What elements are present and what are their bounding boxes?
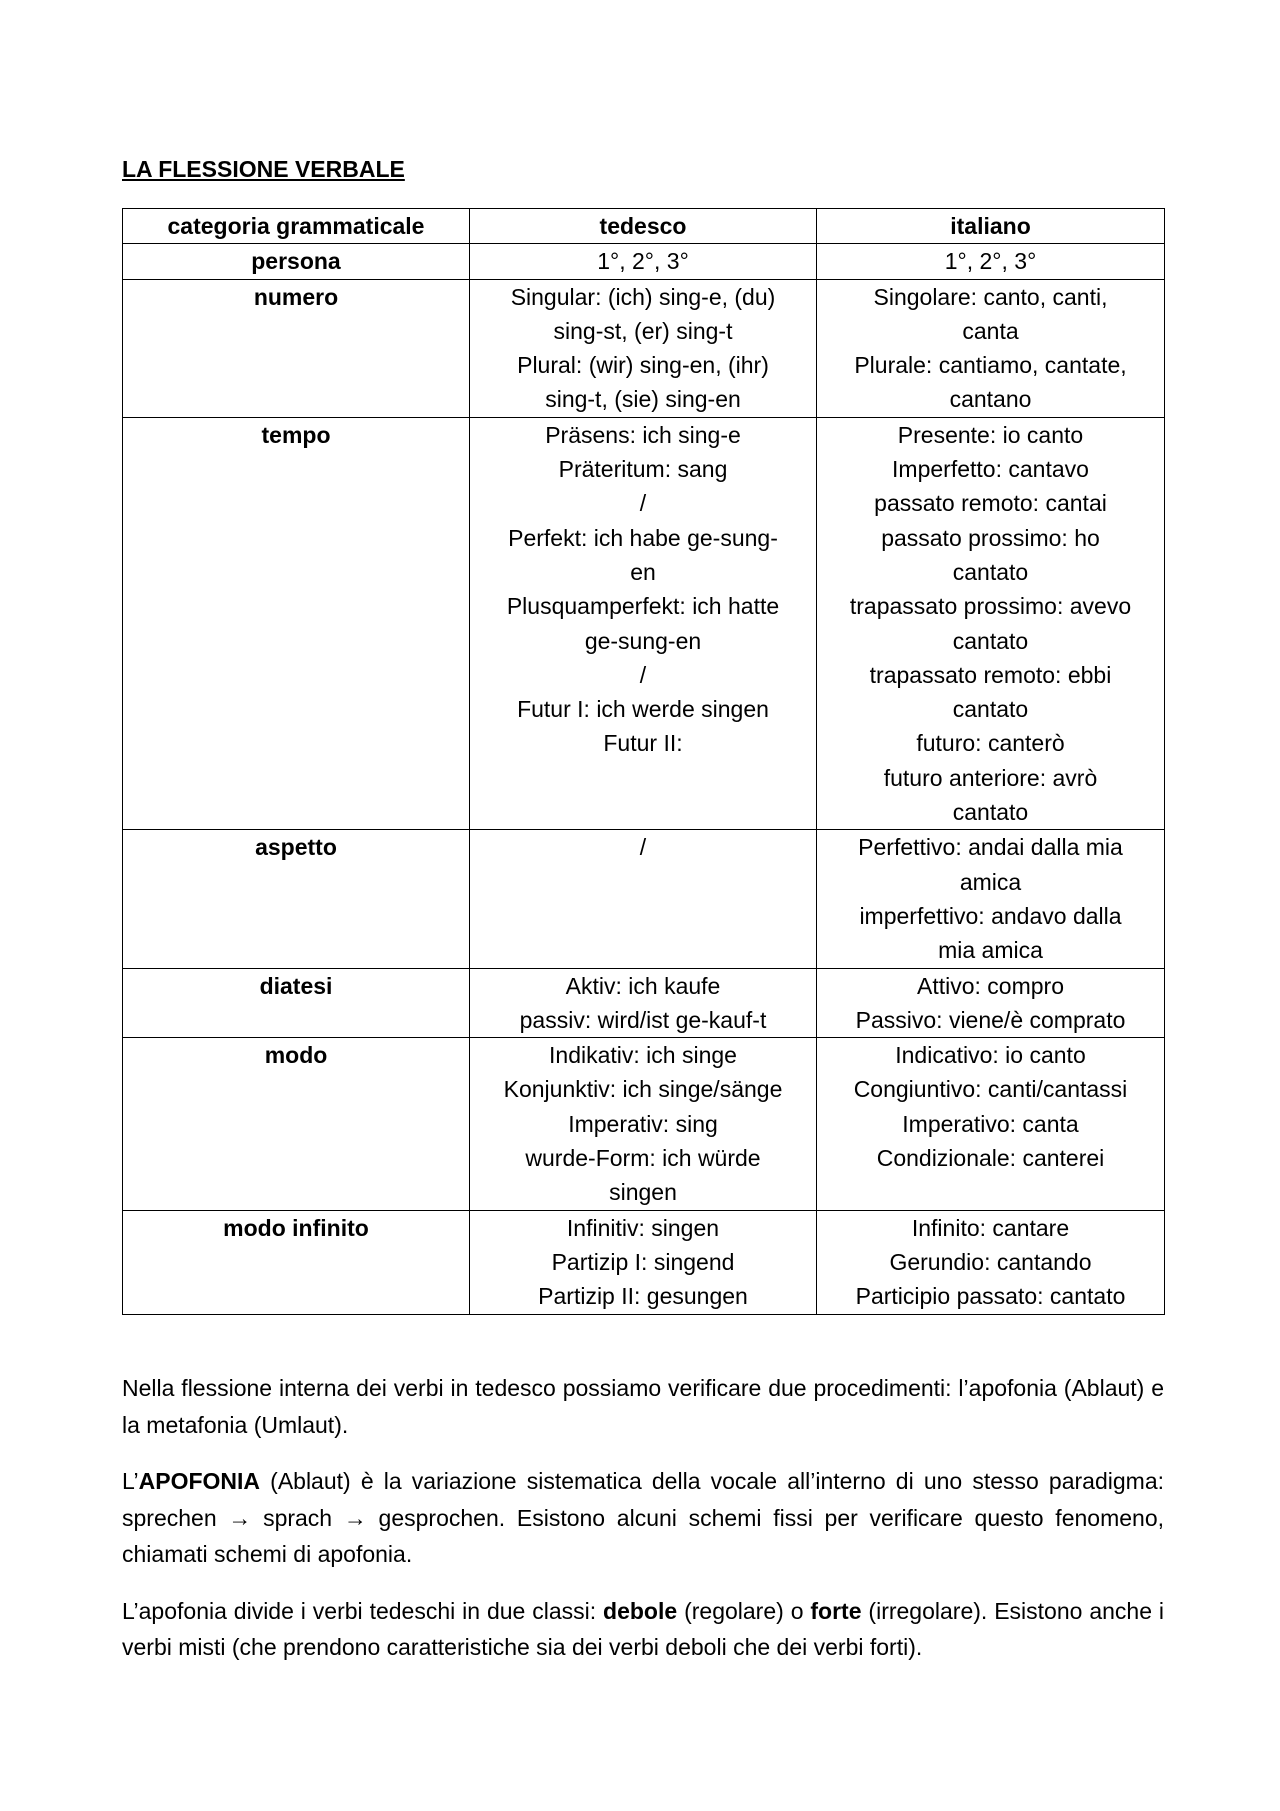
table-row	[123, 830, 1165, 968]
category-cell: persona	[123, 244, 470, 279]
cell-line: 1°, 2°, 3°	[597, 248, 689, 275]
cell-line: Imperativ: sing	[568, 1110, 718, 1137]
cell-line: Perfekt: ich habe ge-sung-	[508, 524, 778, 551]
cell-line: Partizip I: singend	[551, 1248, 735, 1275]
italian-cell	[817, 1038, 1165, 1210]
cell-line: canta	[962, 317, 1019, 344]
cell-line: Presente: io canto	[897, 421, 1084, 448]
italian-cell	[817, 244, 1165, 279]
category-cell: tempo	[123, 417, 470, 830]
german-cell	[470, 1038, 817, 1210]
category-cell: diatesi	[123, 968, 470, 1038]
cell-line: cantato	[952, 696, 1029, 723]
german-cell	[470, 1210, 817, 1314]
cell-line: passato remoto: cantai	[874, 490, 1107, 517]
cell-line: Perfettivo: andai dalla mia	[858, 834, 1123, 861]
german-cell	[470, 830, 817, 968]
cell-line: futuro: canterò	[916, 730, 1065, 757]
text: L’	[122, 1468, 139, 1494]
header-italian: italiano	[817, 209, 1165, 244]
cell-line: sing-st, (er) sing-t	[553, 317, 733, 344]
cell-line: futuro anteriore: avrò	[883, 764, 1098, 791]
cell-line: /	[639, 490, 647, 517]
cell-line: Präsens: ich sing-e	[545, 421, 741, 448]
category-cell: modo	[123, 1038, 470, 1210]
term-forte: forte	[810, 1597, 862, 1624]
cell-line: mia amica	[938, 937, 1043, 964]
cell-line: Imperativo: canta	[902, 1110, 1079, 1137]
paragraph-apofonia	[122, 1463, 1164, 1573]
cell-line: cantato	[952, 558, 1029, 585]
cell-line: cantano	[949, 386, 1032, 413]
text: L’apofonia divide i verbi tedeschi in due classi:	[122, 1597, 604, 1624]
cell-line: 1°, 2°, 3°	[944, 248, 1037, 275]
cell-line: Passivo: viene/è comprato	[855, 1006, 1126, 1033]
cell-line: Indicativo: io canto	[895, 1042, 1086, 1069]
table-row	[123, 968, 1165, 1038]
text: (irregolare). Esistono anche i verbi misti (che prendono caratteristiche sia dei verbi deboli che dei verbi forti).	[122, 1597, 1164, 1660]
cell-line: Gerundio: cantando	[889, 1248, 1092, 1275]
category-cell: modo infinito	[123, 1210, 470, 1314]
cell-line: Plurale: cantiamo, cantate,	[854, 352, 1127, 379]
german-cell	[470, 279, 817, 417]
text: (Ablaut) è la variazione sistematica della vocale all’interno di uno stesso paradigma: sprechen → sprach → gesprochen. Esistono alcuni schemi fissi per verificare questo fenomeno, chiamati schemi di apofonia.	[122, 1468, 1164, 1567]
cell-line: Plusquamperfekt: ich hatte	[506, 593, 780, 620]
cell-line: Präteritum: sang	[558, 456, 728, 483]
cell-line: Infinitiv: singen	[566, 1214, 720, 1241]
cell-line: cantato	[952, 627, 1029, 654]
italian-cell	[817, 279, 1165, 417]
cell-line: ge-sung-en	[584, 627, 702, 654]
cell-line: /	[639, 834, 647, 861]
cell-line: Singular: (ich) sing-e, (du)	[510, 283, 776, 310]
cell-line: Attivo: compro	[917, 972, 1064, 999]
cell-line: Partizip II: gesungen	[538, 1283, 748, 1310]
paragraph-classes	[122, 1593, 1164, 1666]
german-cell	[470, 968, 817, 1038]
cell-line: Participio passato: cantato	[855, 1283, 1126, 1310]
cell-line: Futur II:	[603, 730, 683, 757]
cell-line: wurde-Form: ich würde	[525, 1145, 761, 1172]
table-row	[123, 417, 1165, 830]
page-title: LA FLESSIONE VERBALE	[122, 156, 405, 182]
table-row	[123, 279, 1165, 417]
cell-line: Imperfetto: cantavo	[892, 456, 1089, 483]
header-category: categoria grammaticale	[123, 209, 470, 244]
cell-line: Indikativ: ich singe	[549, 1042, 737, 1069]
cell-line: Konjunktiv: ich singe/sänge	[503, 1076, 783, 1103]
cell-line: Condizionale: canterei	[876, 1145, 1105, 1172]
cell-line: Singolare: canto, canti,	[873, 283, 1108, 310]
cell-line: Aktiv: ich kaufe	[565, 972, 721, 999]
table-row	[123, 1038, 1165, 1210]
cell-line: passiv: wird/ist ge-kauf-t	[519, 1006, 767, 1033]
term-debole: debole	[603, 1597, 678, 1624]
italian-cell	[817, 968, 1165, 1038]
cell-line: cantato	[952, 799, 1029, 826]
german-cell	[470, 417, 817, 830]
cell-line: passato prossimo: ho	[881, 524, 1100, 551]
body-text	[122, 1370, 1164, 1686]
cell-line: amica	[959, 868, 1022, 895]
italian-cell	[817, 830, 1165, 968]
cell-line: trapassato prossimo: avevo	[849, 593, 1132, 620]
italian-cell	[817, 417, 1165, 830]
cell-line: trapassato remoto: ebbi	[869, 661, 1112, 688]
italian-cell	[817, 1210, 1165, 1314]
verb-inflection-table	[122, 208, 1165, 1315]
header-german: tedesco	[470, 209, 817, 244]
category-cell: aspetto	[123, 830, 470, 968]
cell-line: Congiuntivo: canti/cantassi	[853, 1076, 1128, 1103]
term-apofonia: APOFONIA	[138, 1468, 261, 1494]
cell-line: /	[639, 661, 647, 688]
table-header-row	[123, 209, 1165, 244]
paragraph-intro: Nella flessione interna dei verbi in tedesco possiamo verificare due procedimenti: l’apofonia (Ablaut) e la metafonia (Umlaut).	[122, 1375, 1164, 1438]
cell-line: Futur I: ich werde singen	[517, 696, 769, 723]
cell-line: Plural: (wir) sing-en, (ihr)	[517, 352, 769, 379]
cell-line: sing-t, (sie) sing-en	[545, 386, 741, 413]
cell-line: imperfettivo: andavo dalla	[859, 902, 1122, 929]
category-cell: numero	[123, 279, 470, 417]
table-row	[123, 1210, 1165, 1314]
cell-line: en	[630, 558, 656, 585]
text: (regolare) o	[677, 1597, 811, 1624]
german-cell	[470, 244, 817, 279]
table-row	[123, 244, 1165, 279]
cell-line: Infinito: cantare	[911, 1214, 1070, 1241]
cell-line: singen	[609, 1179, 677, 1206]
